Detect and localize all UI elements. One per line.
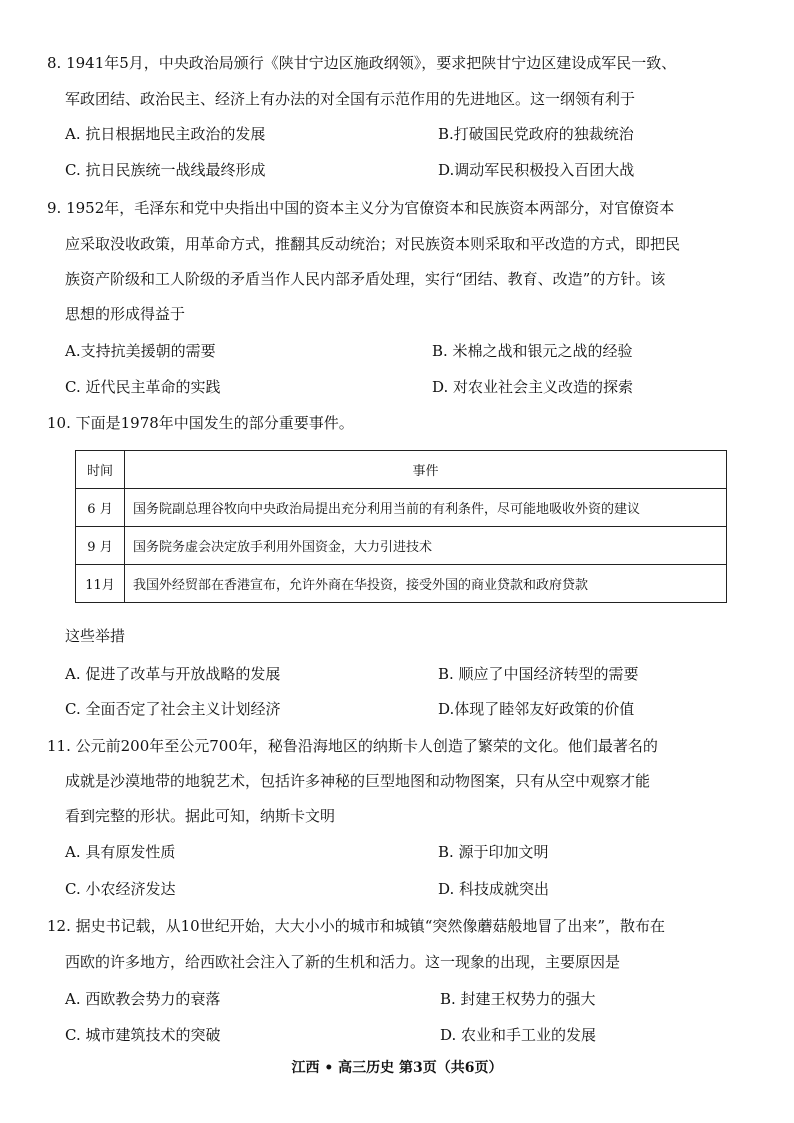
q10-stem: 这些举措 (65, 627, 126, 645)
row-time: 11月 (76, 565, 125, 603)
q12-stem-line-2: 西欧的许多地方，给西欧社会注入了新的生机和活力。这一现象的出现，主要原因是 (65, 953, 621, 971)
table-row (76, 527, 727, 565)
q10-option-d: D.体现了睦邻友好政策的价值 (438, 700, 635, 718)
q10-option-a: A. 促进了改革与开放战略的发展 (65, 665, 281, 683)
q9-option-d: D. 对农业社会主义改造的探索 (432, 378, 634, 396)
q11-option-b: B. 源于印加文明 (438, 843, 549, 861)
row-event: 国务院务虚会决定放手利用外国资金，大力引进技术 (125, 527, 727, 565)
row-event: 国务院副总理谷牧向中央政治局提出充分利用当前的有利条件，尽可能地吸收外资的建议 (125, 489, 727, 527)
row-event: 我国外经贸部在香港宣布，允许外商在华投资，接受外国的商业贷款和政府贷款 (125, 565, 727, 603)
q9-option-b: B. 米棉之战和银元之战的经验 (432, 342, 633, 360)
q8-option-c: C. 抗日民族统一战线最终形成 (65, 161, 266, 179)
q8-option-a: A. 抗日根据地民主政治的发展 (65, 125, 266, 143)
q11-option-a: A. 具有原发性质 (65, 843, 176, 861)
q10-intro: 10. 下面是1978年中国发生的部分重要事件。 (47, 414, 354, 432)
q11-stem-line-2: 成就是沙漠地带的地貌艺术，包括许多神秘的巨型地图和动物图案，只有从空中观察才能 (65, 772, 651, 790)
q11-option-c: C. 小农经济发达 (65, 880, 176, 898)
table-row (76, 565, 727, 603)
q8-stem-line-1: 8. 1941年5月，中央政治局颁行《陕甘宁边区施政纲领》，要求把陕甘宁边区建设成军民一致、 (47, 54, 677, 72)
q9-stem-line-3: 族资产阶级和工人阶级的矛盾当作人民内部矛盾处理，实行“团结、教育、改造”的方针。该 (65, 270, 666, 288)
header-time: 时间 (76, 451, 125, 489)
q12-option-c: C. 城市建筑技术的突破 (65, 1026, 221, 1044)
q12-option-d: D. 农业和手工业的发展 (440, 1026, 597, 1044)
header-event: 事件 (125, 451, 727, 489)
table-header-row (76, 451, 727, 489)
page-footer: 江西 • 高三历史 第3页（共6页） (291, 1060, 503, 1076)
q12-stem-line-1: 12. 据史书记载，从10世纪开始，大大小小的城市和城镇“突然像蘑菇般地冒了出来”，散布在 (47, 917, 666, 935)
q9-stem-line-4: 思想的形成得益于 (65, 305, 186, 323)
q10-option-c: C. 全面否定了社会主义计划经济 (65, 700, 281, 718)
q9-option-a: A.支持抗美援朝的需要 (65, 342, 216, 360)
row-time: 9 月 (76, 527, 125, 565)
q9-option-c: C. 近代民主革命的实践 (65, 378, 221, 396)
q11-stem-line-3: 看到完整的形状。据此可知，纳斯卡文明 (65, 807, 336, 825)
table-row (76, 489, 727, 527)
row-time: 6 月 (76, 489, 125, 527)
q11-stem-line-1: 11. 公元前200年至公元700年，秘鲁沿海地区的纳斯卡人创造了繁荣的文化。他们最著名的 (47, 737, 658, 755)
q8-option-d: D.调动军民积极投入百团大战 (438, 161, 635, 179)
q10-option-b: B. 顺应了中国经济转型的需要 (438, 665, 639, 683)
q8-stem-line-2: 军政团结、政治民主、经济上有办法的对全国有示范作用的先进地区。这一纲领有利于 (65, 90, 636, 108)
events-table (75, 450, 727, 603)
q8-option-b: B.打破国民党政府的独裁统治 (438, 125, 634, 143)
q12-option-a: A. 西欧教会势力的衰落 (65, 990, 221, 1008)
q11-option-d: D. 科技成就突出 (438, 880, 550, 898)
q12-option-b: B. 封建王权势力的强大 (440, 990, 596, 1008)
q9-stem-line-2: 应采取没收政策，用革命方式，推翻其反动统治；对民族资本则采取和平改造的方式，即把民 (65, 235, 681, 253)
q9-stem-line-1: 9. 1952年，毛泽东和党中央指出中国的资本主义分为官僚资本和民族资本两部分，对官僚资本 (47, 199, 675, 217)
